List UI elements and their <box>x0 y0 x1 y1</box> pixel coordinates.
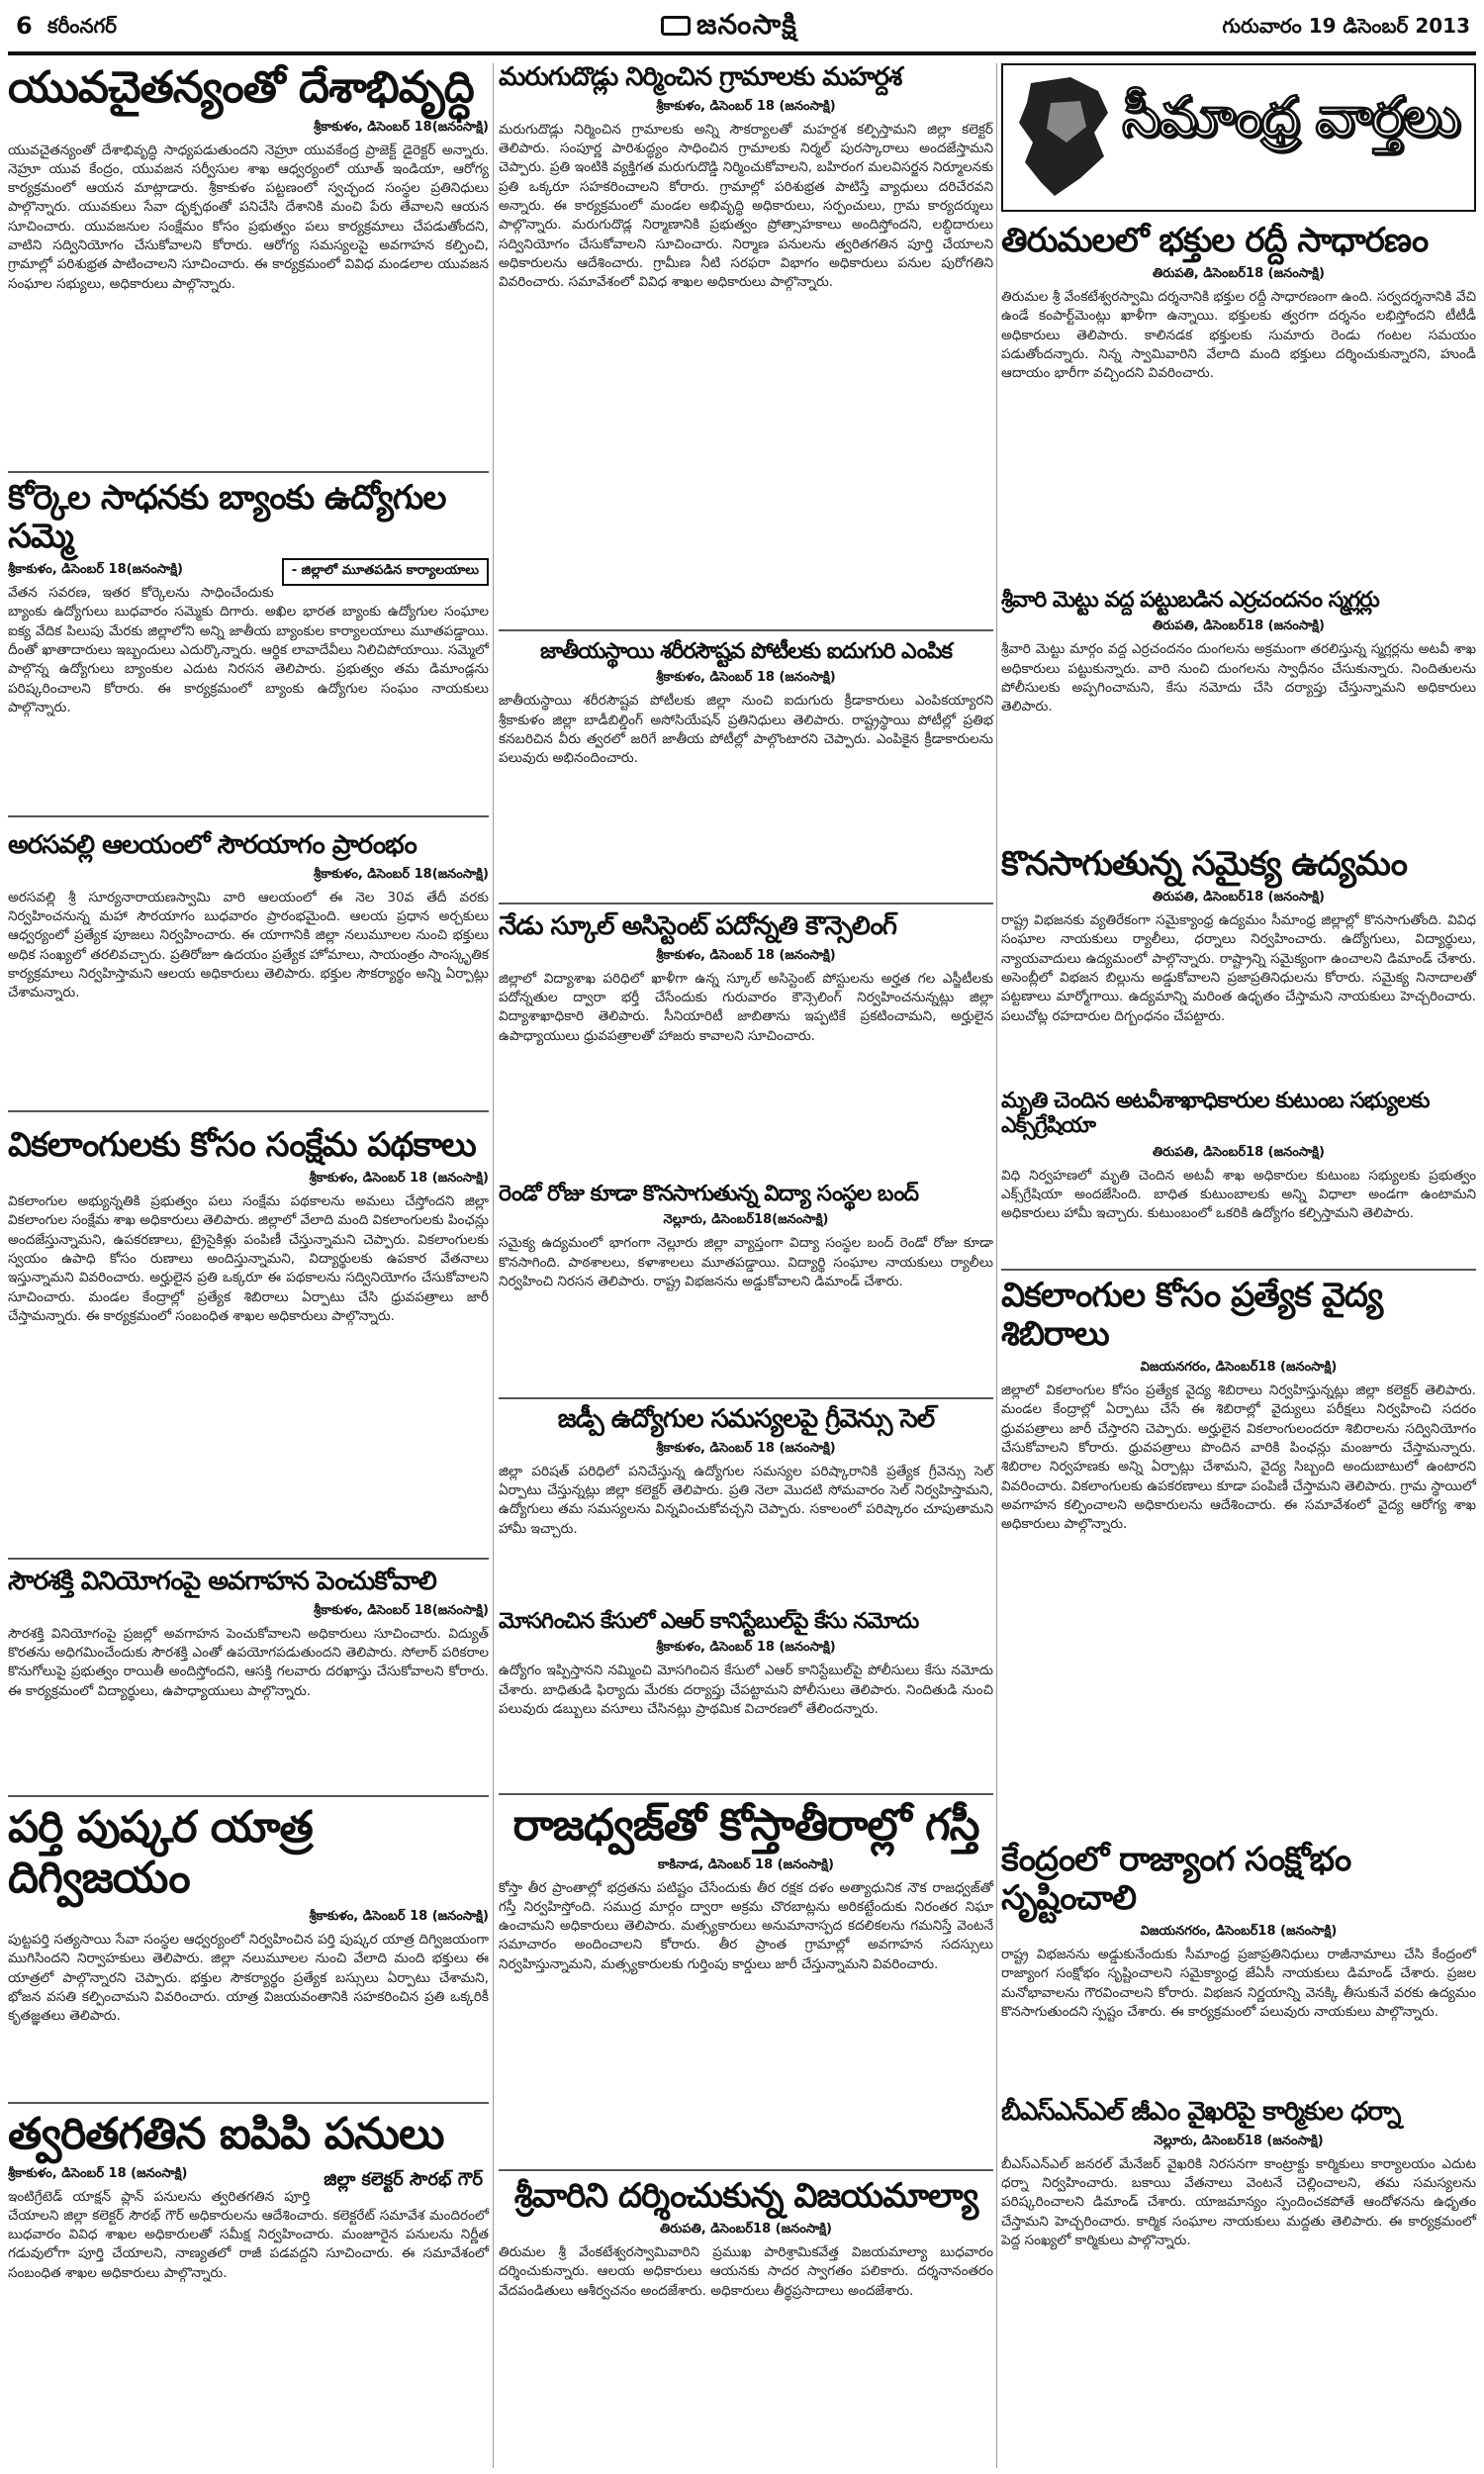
page-number: 6 <box>16 12 33 40</box>
article-headline: త్వరితగతిన ఐపిపి పనులు <box>8 2109 444 2159</box>
article-dateline: తిరుపతి, డిసెంబర్18 (జనంసాక్షి) <box>1153 618 1325 634</box>
article-subhead-box: - జిల్లాలో మూతపడిన కార్యాలయాలు <box>282 558 489 586</box>
page-header <box>8 6 1476 55</box>
article-body: జాతీయస్థాయి శరీరసౌష్టవ పోటీలకు జిల్లా నుంచి ఐదుగురు క్రీడాకారులు ఎంపికయ్యారని శ్రీకాకుళం జిల్లా బాడీబిల్డింగ్ అసోసియేషన్ ప్రతినిధులు తెలిపారు. రాష్ట్రస్థాయి పోటీల్లో ప్రతిభ కనబరిచిన వీరు త్వరలో జరిగే జాతీయ పోటీల్లో పాల్గొంటారని చెప్పారు. ఎంపికైన క్రీడాకారులను పలువురు అభినందించారు. <box>499 693 993 767</box>
article-headline: తిరుమలలో భక్తుల రద్దీ సాధారణం <box>1001 221 1429 260</box>
divider <box>499 1793 993 1795</box>
article-body: విధి నిర్వహణలో మృతి చెందిన అటవీ శాఖ అధికారుల కుటుంబ సభ్యులకు ప్రభుత్వం ఎక్స్‌గ్రేషియా అందజేసింది. బాధిత కుటుంబాలకు అన్ని విధాలా అండగా ఉంటామని అధికారులు హామీ ఇచ్చారు. కుటుంబంలో ఒకరికి ఉద్యోగం కల్పిస్తామని తెలిపారు. <box>1001 1167 1476 1222</box>
article-dateline: విజయనగరం, డిసెంబర్18 (జనంసాక్షి) <box>1140 1924 1338 1940</box>
article-body: వేతన సవరణ, ఇతర కోర్కెలను సాధించేందుకు బ్యాంకు ఉద్యోగులు బుధవారం సమ్మెకు దిగారు. అఖిల భారత బ్యాంకు ఉద్యోగుల సంఘాల ఐక్య వేదిక పిలుపు మేరకు జిల్లాలోని అన్ని జాతీయ బ్యాంకుల కార్యాలయాలు మూతపడ్డాయి. దీంతో ఖాతాదారులు ఇబ్బందులు ఎదుర్కొన్నారు. ఆర్థిక లావాదేవీలు నిలిచిపోయాయి. సమ్మెలో పాల్గొన్న ఉద్యోగులు బ్యాంకుల ఎదుట నిరసన తెలిపారు. ప్రభుత్వం తమ డిమాండ్లను పరిష్కరించాలని కోరారు. ఈ కార్యక్రమంలో బ్యాంకు ఉద్యోగుల సంఘం నాయకులు పాల్గొన్నారు. <box>8 585 489 715</box>
article-headline: శ్రీవారిని దర్శించుకున్న విజయమాల్యా <box>513 2176 978 2216</box>
column-rule <box>493 63 494 2468</box>
article-dateline: విజయనగరం, డిసెంబర్18 (జనంసాక్షి) <box>1140 1360 1338 1376</box>
divider <box>8 1110 489 1112</box>
article-body: ఉద్యోగం ఇప్పిస్తానని నమ్మించి మోసగించిన కేసులో ఎఆర్ కానిస్టేబుల్‌పై పోలీసులు కేసు నమోదు చేశారు. బాధితుడి ఫిర్యాదు మేరకు దర్యాప్తు చేపట్టామని పోలీసులు తెలిపారు. నిందితుడి నుంచి పలువురు డబ్బులు వసూలు చేసినట్లు ప్రాథమిక విచారణలో తేలిందన్నారు. <box>499 1663 993 1717</box>
article-body: మరుగుదొడ్లు నిర్మించిన గ్రామాలకు అన్ని సౌకర్యాలతో మహర్దశ కల్పిస్తామని జిల్లా కలెక్టర్ తెలిపారు. సంపూర్ణ పారిశుద్ధ్యం సాధించిన గ్రామాలకు నిర్మల్ పురస్కారాలు అందజేస్తామని చెప్పారు. ప్రతి ఇంటికి వ్యక్తిగత మరుగుదొడ్డి నిర్మించుకోవాలని, బహిరంగ మలవిసర్జన నిర్మూలనకు ప్రతి ఒక్కరూ సహకరించాలని కోరారు. గ్రామాల్లో పరిశుభ్రత పాటిస్తే వ్యాధులు దరిచేరవని అన్నారు. ఈ కార్యక్రమంలో మండల అభివృద్ధి అధికారులు, సర్పంచులు, గ్రామ కార్యదర్శులు పాల్గొన్నారు. మరుగుదొడ్ల నిర్మాణానికి ప్రభుత్వం ప్రోత్సాహకాలు అందిస్తోందని, లబ్ధిదారులు సద్వినియోగం చేసుకోవాలని సూచించారు. నిర్మాణ పనులను త్వరితగతిన పూర్తి చేయాలని అధికారులను ఆదేశించారు. గ్రామీణ నీటి సరఫరా విభాగం అధికారులు పనుల పురోగతిని వివరించారు. సమావేశంలో వివిధ శాఖల అధికారులు పాల్గొన్నారు. <box>499 121 993 291</box>
district-name: కరీంనగర్ <box>47 14 117 38</box>
article-dateline: తిరుపతి, డిసెంబర్18 (జనంసాక్షి) <box>660 2222 832 2237</box>
article <box>1001 1277 1476 1831</box>
article-headline: జాతీయస్థాయి శరీరసౌష్టవ పోటీలకు ఐదుగురి ఎంపిక <box>540 639 952 664</box>
article-dateline: శ్రీకాకుళం, డిసెంబర్ 18 (జనంసాక్షి) <box>309 1909 489 1925</box>
article-dateline: శ్రీకాకుళం, డిసెంబర్ 18 (జనంసాక్షి) <box>309 1171 489 1187</box>
article <box>1001 588 1476 835</box>
state-map-icon <box>1011 73 1120 204</box>
article <box>8 1126 489 1502</box>
article-headline: రెండో రోజు కూడా కొనసాగుతున్న విద్యా సంస్థల బంద్ <box>499 1182 919 1206</box>
divider <box>499 1397 993 1399</box>
article-dateline: శ్రీకాకుళం, డిసెంబర్ 18 (జనంసాక్షి) <box>656 1440 836 1456</box>
article-body: ఇంటిగ్రేటెడ్ యాక్షన్ ప్లాన్ పనులను త్వరితగతిన పూర్తి చేయాలని జిల్లా కలెక్టర్ సౌరభ్ గౌర్ అధికారులను ఆదేశించారు. కలెక్టరేట్ సమావేశ మందిరంలో బుధవారం వివిధ శాఖల అధికారులతో సమీక్ష నిర్వహించారు. మంజూరైన పనులను నిర్ణీత గడువులోగా పూర్తి చేయాలని, నాణ్యతలో రాజీ పడవద్దని సూచించారు. ఈ సమావేశంలో సంబంధిత శాఖల అధికారులు పాల్గొన్నారు. <box>8 2188 489 2281</box>
article-dateline: శ్రీకాకుళం, డిసెంబర్ 18 (జనంసాక్షి) <box>656 1640 836 1656</box>
article-dateline: శ్రీకాకుళం, డిసెంబర్ 18(జనంసాక్షి) <box>314 119 489 135</box>
article-dateline: శ్రీకాకుళం, డిసెంబర్ 18 (జనంసాక్షి) <box>8 2165 188 2181</box>
article-dateline: నెల్లూరు, డిసెంబర్18 (జనంసాక్షి) <box>1154 2133 1324 2148</box>
article <box>1001 1841 1476 2088</box>
article-body: కోస్తా తీర ప్రాంతాల్లో భద్రతను పటిష్టం చేసేందుకు తీర రక్షక దళం అత్యాధునిక నౌక రాజధ్వజ్‌తో గస్తీ నిర్వహిస్తోంది. సముద్ర మార్గం ద్వారా అక్రమ చొరబాట్లను అరికట్టేందుకు నిరంతర నిఘా ఉంచామని అధికారులు తెలిపారు. మత్స్యకారులు అనుమానాస్పద కదలికలను గమనిస్తే వెంటనే సమాచారం అందించాలని కోరారు. తీర ప్రాంత గ్రామాల్లో అవగాహన సదస్సులు నిర్వహిస్తున్నామని, మత్స్యకారులకు గుర్తింపు కార్డులు జారీ చేస్తున్నామని వివరించారు. <box>499 1879 993 1972</box>
article-headline: జడ్పీ ఉద్యోగుల సమస్యలపై గ్రీవెన్సు సెల్ <box>557 1404 935 1434</box>
article-headline: వికలాంగుల కోసం ప్రత్యేక వైద్య శిబిరాలు <box>1001 1276 1383 1355</box>
article-headline: నేడు స్కూల్ అసిస్టెంట్ పదోన్నతి కౌన్సెలింగ్ <box>499 911 896 941</box>
article <box>499 1801 993 2157</box>
article-body: శ్రీవారి మెట్టు మార్గం వద్ద ఎర్రచందనం దుంగలను అక్రమంగా తరలిస్తున్న స్మగ్లర్లను అటవీ శాఖ అధికారులు పట్టుకున్నారు. వారి నుంచి దుంగలను స్వాధీనం చేసుకున్నారు. నిందితులను పోలీసులకు అప్పగించామని, కేసు నమోదు చేసి దర్యాప్తు చేస్తున్నామని అధికారులు తెలిపారు. <box>1001 641 1476 715</box>
article-subhead-box: జిల్లా కలెక్టర్ సౌరభ్ గౌర్ <box>324 2168 483 2190</box>
article-dateline: శ్రీకాకుళం, డిసెంబర్ 18 (జనంసాక్షి) <box>656 947 836 963</box>
article <box>499 2177 993 2464</box>
article-body: తిరుమల శ్రీ వేంకటేశ్వరస్వామి దర్శనానికి భక్తుల రద్దీ సాధారణంగా ఉంది. సర్వదర్శనానికి వేచి ఉండే కంపార్ట్‌మెంట్లు ఖాళీగా ఉన్నాయి. భక్తులకు త్వరగా దర్శనం లభిస్తోందని టీటీడీ అధికారులు తెలిపారు. కాలినడక భక్తులకు సుమారు రెండు గంటల సమయం పడుతోందన్నారు. నిన్న స్వామివారిని వేలాది మంది భక్తులు దర్శించుకున్నారని, హుండీ ఆదాయం భారీగా వచ్చిందని వివరించారు. <box>1001 289 1476 382</box>
article-body: జిల్లా పరిషత్ పరిధిలో పనిచేస్తున్న ఉద్యోగుల సమస్యల పరిష్కారానికి ప్రత్యేక గ్రీవెన్సు సెల్ ఏర్పాటు చేస్తున్నట్లు జిల్లా కలెక్టర్ తెలిపారు. ప్రతి నెలా మొదటి సోమవారం సెల్ నిర్వహిస్తామని, ఉద్యోగులు తమ సమస్యలను విన్నవించుకోవచ్చని చెప్పారు. సకాలంలో పరిష్కారం చూపుతామని హామీ ఇచ్చారు. <box>499 1463 993 1537</box>
article-headline: మరుగుదొడ్లు నిర్మించిన గ్రామాలకు మహర్దశ <box>499 62 902 92</box>
masthead-logo-icon <box>661 16 691 36</box>
article-dateline: శ్రీకాకుళం, డిసెంబర్ 18(జనంసాక్షి) <box>314 866 489 882</box>
article-body: పుట్టపర్తి సత్యసాయి సేవా సంస్థల ఆధ్వర్యంలో నిర్వహించిన పర్తి పుష్కర యాత్ర దిగ్విజయంగా ముగిసిందని నిర్వాహకులు తెలిపారు. జిల్లా నలుమూలల నుంచి వేలాది మంది భక్తులు ఈ యాత్రలో పాల్గొన్నారని చెప్పారు. భక్తుల సౌకర్యార్థం ప్రత్యేక బస్సులు ఏర్పాటు చేశామని, భోజన వసతి కల్పించామని వివరించారు. యాత్ర విజయవంతానికి సహకరించిన ప్రతి ఒక్కరికీ కృతజ్ఞతలు తెలిపారు. <box>8 1932 490 2025</box>
article-body: జిల్లాలో వికలాంగుల కోసం ప్రత్యేక వైద్య శిబిరాలు నిర్వహిస్తున్నట్లు జిల్లా కలెక్టర్ తెలిపారు. మండల కేంద్రాల్లో ఏర్పాటు చేసే ఈ శిబిరాల్లో వైద్యులు పరీక్షలు నిర్వహించి సదరం ధ్రువపత్రాలు జారీ చేస్తారని చెప్పారు. అర్హులైన వికలాంగులందరూ శిబిరాలను సద్వినియోగం చేసుకోవాలని కోరారు. ధ్రువపత్రాలు పొందిన వారికి పింఛన్లు మంజూరు చేస్తామన్నారు. శిబిరాల నిర్వహణకు అన్ని ఏర్పాట్లు చేశామని, వైద్య సిబ్బంది అందుబాటులో ఉంటారని వివరించారు. వికలాంగులకు ఉపకరణాలు కూడా పంపిణీ చేస్తామని తెలిపారు. గ్రామ స్థాయిలో అవగాహన కల్పించాలని అధికారులను ఆదేశించారు. ఈ సమావేశంలో వైద్య ఆరోగ్య శాఖ అధికారులు పాల్గొన్నారు. <box>1001 1382 1476 1533</box>
article-headline: యువచైతన్యంతో దేశాభివృద్ధి <box>8 62 474 113</box>
article <box>499 639 993 887</box>
divider <box>499 903 993 904</box>
article-dateline: తిరుపతి, డిసెంబర్18 (జనంసాక్షి) <box>1153 1144 1325 1160</box>
article-headline: కొనసాగుతున్న సమైక్య ఉద్యమం <box>1001 844 1408 884</box>
article-body: రాష్ట్ర విభజనకు వ్యతిరేకంగా సమైక్యాంధ్ర ఉద్యమం సీమాంధ్ర జిల్లాల్లో కొనసాగుతోంది. వివిధ సంఘాల నాయకులు ర్యాలీలు, ధర్నాలు నిర్వహించారు. ఉద్యోగులు, విద్యార్థులు, న్యాయవాదులు ఉద్యమంలో పాల్గొన్నారు. రాష్ట్రాన్ని సమైక్యంగా ఉంచాలని డిమాండ్ చేశారు. అసెంబ్లీలో విభజన బిల్లును అడ్డుకోవాలని ప్రజాప్రతినిధులను కోరారు. సమైక్య నినాదాలతో పట్టణాలు మార్మోగాయి. ఉద్యమాన్ని మరింత ఉధృతం చేస్తామని నాయకులు హెచ్చరించారు. పలుచోట్ల రహదారుల దిగ్బంధనం చేపట్టారు. <box>1001 912 1476 1024</box>
divider <box>8 815 489 817</box>
article <box>499 1609 993 1787</box>
divider <box>1001 1269 1476 1271</box>
article-dateline: తిరుపతి, డిసెంబర్18 (జనంసాక్షి) <box>1153 266 1325 282</box>
column-rule <box>996 63 997 2468</box>
article <box>499 912 993 1172</box>
article <box>1001 2098 1476 2464</box>
article-headline: అరసవల్లి ఆలయంలో సౌరయాగం ప్రారంభం <box>8 830 417 860</box>
divider <box>499 629 993 631</box>
article <box>8 1568 489 1785</box>
article-body: వికలాంగుల అభ్యున్నతికి ప్రభుత్వం పలు సంక్షేమ పథకాలను అమలు చేస్తోందని జిల్లా వికలాంగుల సంక్షేమ శాఖ అధికారులు తెలిపారు. జిల్లాలో వేలాది మంది వికలాంగులకు పింఛన్లు అందజేస్తున్నామని, ఉపకరణాలు, ట్రైసైకిళ్లు పంపిణీ చేస్తున్నామని చెప్పారు. వికలాంగులకు స్వయం ఉపాధి కోసం రుణాలు అందిస్తున్నామని, విద్యార్థులకు ఉపకార వేతనాలు ఇస్తున్నామని వివరించారు. అర్హులైన ప్రతి ఒక్కరూ ఈ పథకాలను సద్వినియోగం చేసుకోవాలని సూచించారు. మండల కేంద్రాల్లో ప్రత్యేక శిబిరాలు ఏర్పాటు చేసి ధ్రువపత్రాలు జారీ చేస్తామన్నారు. ఈ కార్యక్రమంలో సంబంధిత శాఖల అధికారులు పాల్గొన్నారు. <box>8 1193 489 1324</box>
issue-date: గురువారం 19 డిసెంబర్ 2013 <box>1222 14 1470 38</box>
article-dateline: శ్రీకాకుళం, డిసెంబర్ 18 (జనంసాక్షి) <box>656 670 836 686</box>
banner-title: సీమాంధ్ర వార్తలు <box>1122 85 1459 149</box>
article-body: యువచైతన్యంతో దేశాభివృద్ధి సాధ్యపడుతుందని నెహ్రూ యువకేంద్ర ప్రాజెక్ట్ డైరెక్టర్ అన్నారు. నెహ్రూ యువ కేంద్రం, యువజన సర్వీసుల శాఖ ఆధ్వర్యంలో యూత్ ఇండియా, ఆరోగ్య కార్యక్రమంలో ఆయన మాట్లాడారు. శ్రీకాకుళం పట్టణంలో స్వచ్ఛంద సంస్థల ప్రతినిధులు పాల్గొన్నారు. యువకులు సేవా దృక్పథంతో పనిచేసి దేశానికి మంచి పేరు తేవాలని ఆయన సూచించారు. యువజనుల సంక్షేమం కోసం ప్రభుత్వం పలు కార్యక్రమాలు చేపడుతోందని, వాటిని సద్వినియోగం చేసుకోవాలని కోరారు. ఆరోగ్య సమస్యలపై అవగాహన కల్పించి, గ్రామాల్లో పరిశుభ్రత పాటించాలని సూచించారు. ఈ కార్యక్రమంలో వివిధ మండలాల యువజన సంఘాల సభ్యులు, అధికారులు పాల్గొన్నారు. <box>8 142 489 292</box>
divider <box>499 2169 993 2171</box>
article <box>8 479 489 776</box>
article-dateline: కాకినాడ, డిసెంబర్ 18 (జనంసాక్షి) <box>658 1856 834 1872</box>
seemandhra-banner <box>1001 63 1476 212</box>
divider <box>8 471 489 473</box>
article <box>499 63 993 588</box>
article-headline: సౌరశక్తి వినియోగంపై అవగాహన పెంచుకోవాలి <box>8 1567 436 1596</box>
article-dateline: శ్రీకాకుళం, డిసెంబర్ 18 (జనంసాక్షి) <box>656 98 836 114</box>
article-dateline: తిరుపతి, డిసెంబర్18 (జనంసాక్షి) <box>1153 890 1325 905</box>
article-headline: శ్రీవారి మెట్టు వద్ద పట్టుబడిన ఎర్రచందనం స్మగ్లర్లు <box>1001 588 1379 613</box>
article <box>8 62 489 292</box>
article-body: తిరుమల శ్రీ వేంకటేశ్వరస్వామివారిని ప్రముఖ పారిశ్రామికవేత్త విజయమాల్యా బుధవారం దర్శించుకున్నారు. ఆలయ అధికారులు ఆయనకు సాదర స్వాగతం పలికారు. దర్శనానంతరం వేదపండితులు ఆశీర్వచనం అందజేశారు. అధికారులు తీర్థప్రసాదాలు అందజేశారు. <box>499 2244 993 2299</box>
article-body: రాష్ట్ర విభజనను అడ్డుకునేందుకు సీమాంధ్ర ప్రజాప్రతినిధులు రాజీనామాలు చేసి కేంద్రంలో రాజ్యాంగ సంక్షోభం సృష్టించాలని సమైక్యాంధ్ర జేఏసీ నాయకులు డిమాండ్ చేశారు. ప్రజల మనోభావాలను గౌరవించాలని కోరారు. విభజన నిర్ణయాన్ని వెనక్కి తీసుకునే వరకు ఉద్యమం కొనసాగుతుందని స్పష్టం చేశారు. ఈ కార్యక్రమంలో పలువురు నాయకులు పాల్గొన్నారు. <box>1001 1947 1476 2021</box>
article <box>1001 1089 1476 1267</box>
article-headline: వికలాంగులకు కోసం సంక్షేమ పథకాలు <box>8 1125 476 1165</box>
masthead <box>661 8 797 48</box>
article-dateline: నెల్లూరు, డిసెంబర్18(జనంసాక్షి) <box>663 1212 829 1228</box>
article-headline: పర్తి పుష్కర యాత్ర దిగ్విజయం <box>8 1802 313 1903</box>
article-dateline: శ్రీకాకుళం, డిసెంబర్ 18(జనంసాక్షి) <box>314 1602 489 1618</box>
article <box>8 2110 489 2468</box>
article-headline: మృతి చెందిన అటవీశాఖాధికారుల కుటుంబ సభ్యులకు ఎక్స్‌గ్రేషియా <box>1001 1089 1430 1139</box>
article-body: బీఎస్ఎన్ఎల్ జనరల్ మేనేజర్ వైఖరికి నిరసనగా కాంట్రాక్టు కార్మికులు కార్యాలయం ఎదుట ధర్నా నిర్వహించారు. బకాయి వేతనాలు వెంటనే చెల్లించాలని, తమ సమస్యలను పరిష్కరించాలని డిమాండ్ చేశారు. యాజమాన్యం స్పందించకపోతే ఆందోళనను ఉధృతం చేస్తామని హెచ్చరించారు. కార్మిక సంఘాల నాయకులు మద్దతు తెలిపారు. ఈ కార్యక్రమంలో పెద్ద సంఖ్యలో కార్మికులు పాల్గొన్నారు. <box>1001 2155 1476 2249</box>
article-body: సౌరశక్తి వినియోగంపై ప్రజల్లో అవగాహన పెంచుకోవాలని అధికారులు సూచించారు. విద్యుత్ కొరతను అధిగమించేందుకు సౌరశక్తి ఎంతో ఉపయోగపడుతుందని తెలిపారు. సోలార్ పరికరాల కొనుగోలుపై ప్రభుత్వం రాయితీ అందిస్తోందని, ఆసక్తి గలవారు దరఖాస్తు చేసుకోవాలని కోరారు. ఈ కార్యక్రమంలో విద్యార్థులు, ఉపాధ్యాయులు పాల్గొన్నారు. <box>8 1625 489 1699</box>
divider <box>8 1795 489 1797</box>
article <box>499 1182 993 1389</box>
article-dateline: శ్రీకాకుళం, డిసెంబర్ 18(జనంసాక్షి) <box>8 562 183 578</box>
divider <box>8 1558 489 1560</box>
article-headline: కోర్కెల సాధనకు బ్యాంకు ఉద్యోగుల సమ్మె <box>8 478 446 557</box>
article-body: అరసవల్లి శ్రీ సూర్యనారాయణస్వామి వారి ఆలయంలో ఈ నెల 30వ తేదీ వరకు నిర్వహించనున్న మహా సౌరయాగం బుధవారం ప్రారంభమైంది. ఆలయ ప్రధాన అర్చకులు ఆధ్వర్యంలో ప్రత్యేక పూజలు నిర్వహించారు. ఈ యాగానికి జిల్లా నలుమూలల నుంచి భక్తులు అధిక సంఖ్యలో తరలివచ్చారు. ప్రతిరోజూ ఉదయం ప్రత్యేక హోమాలు, సాయంత్రం సాంస్కృతిక కార్యక్రమాలు నిర్వహిస్తామని ఆలయ అధికారులు తెలిపారు. భక్తుల సౌకర్యార్థం అన్ని ఏర్పాట్లు చేశామన్నారు. <box>8 889 489 1001</box>
article-headline: రాజధ్వజ్‌తో కోస్తాతీరాల్లో గస్తీ <box>512 1800 979 1851</box>
article-headline: బీఎస్ఎన్ఎల్ జీఎం వైఖరిపై కార్మికుల ధర్నా <box>1001 2097 1401 2127</box>
article <box>1001 222 1476 578</box>
divider <box>8 2102 489 2104</box>
article <box>8 1803 489 2090</box>
article-body: జిల్లాలో విద్యాశాఖ పరిధిలో ఖాళీగా ఉన్న స్కూల్ అసిస్టెంట్ పోస్టులను అర్హత గల ఎస్జీటీలకు పదోన్నతుల ద్వారా భర్తీ చేసేందుకు గురువారం కౌన్సెలింగ్ నిర్వహించనున్నట్లు జిల్లా విద్యాశాఖాధికారి తెలిపారు. సీనియారిటీ జాబితాను ఇప్పటికే ప్రకటించామని, అర్హులైన ఉపాధ్యాయులు ధ్రువపత్రాలతో హాజరు కావాలని సూచించారు. <box>499 970 993 1044</box>
article-body: సమైక్య ఉద్యమంలో భాగంగా నెల్లూరు జిల్లా వ్యాప్తంగా విద్యా సంస్థల బంద్ రెండో రోజు కూడా కొనసాగింది. పాఠశాలలు, కళాశాలలు మూతపడ్డాయి. విద్యార్థి సంఘాల నాయకులు ర్యాలీలు నిర్వహించి నిరసన తెలిపారు. రాష్ట్ర విభజనను అడ్డుకోవాలని డిమాండ్ చేశారు. <box>499 1235 993 1289</box>
article <box>1001 845 1476 1083</box>
article-headline: కేంద్రంలో రాజ్యాంగ సంక్షోభం సృష్టించాలి <box>1001 1840 1351 1919</box>
masthead-title: జనంసాక్షి <box>696 8 797 41</box>
article-headline: మోసగించిన కేసులో ఎఆర్ కానిస్టేబుల్‌పై కేసు నమోదు <box>499 1609 919 1634</box>
article <box>8 831 489 1089</box>
article <box>499 1405 993 1603</box>
